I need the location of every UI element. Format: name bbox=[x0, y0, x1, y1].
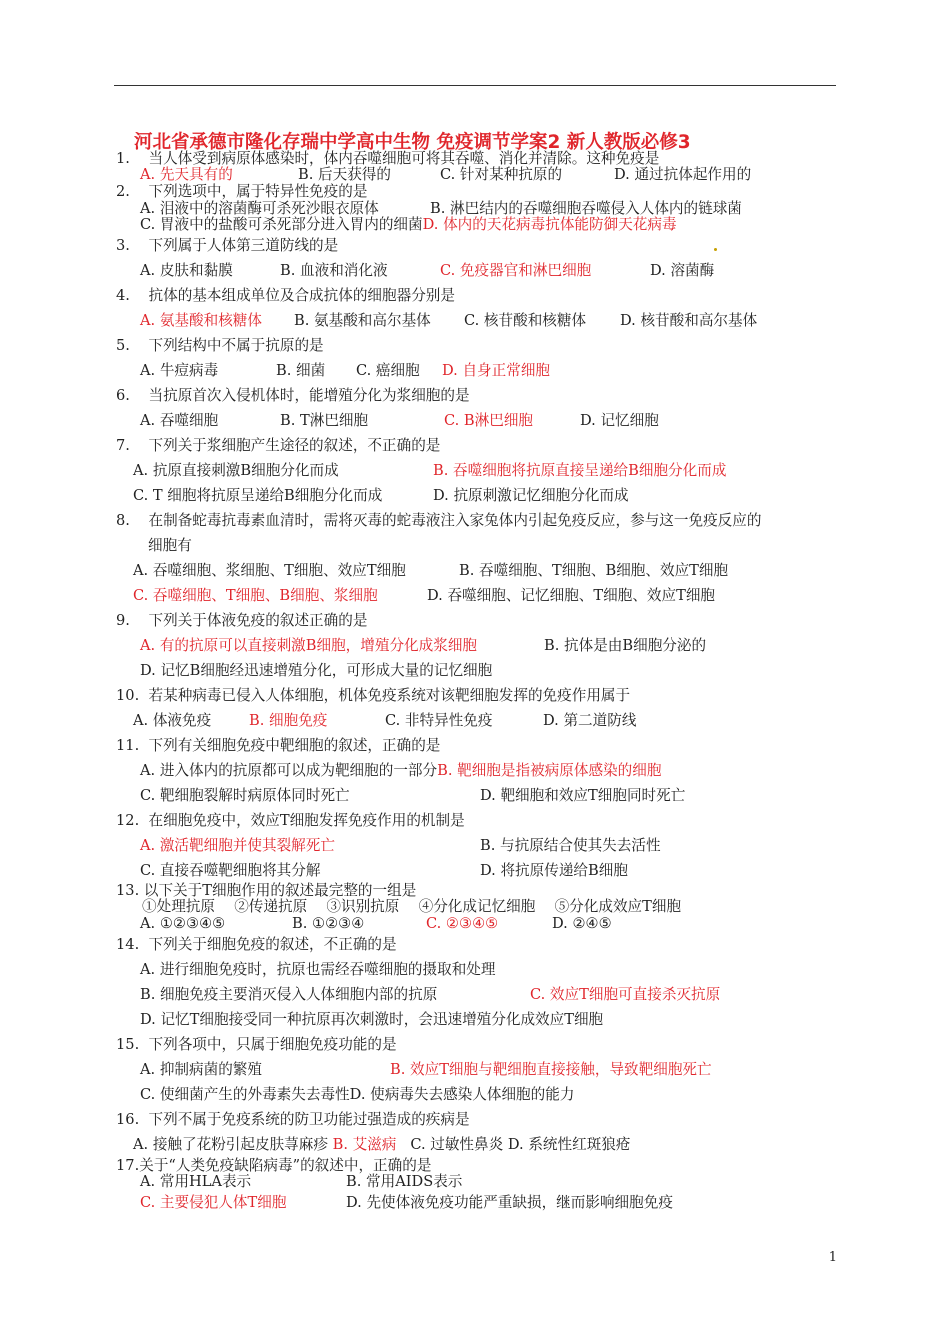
q8-options-ab: A. 吞噬细胞、浆细胞、T细胞、效应T细胞 B. 吞噬细胞、T细胞、B细胞、效应T细胞 bbox=[133, 562, 729, 579]
q2-options-ab: A. 泪液中的溶菌酶可杀死沙眼衣原体 B. 淋巴结内的吞噬细胞吞噬侵入人体内的链球菌 bbox=[140, 200, 742, 217]
q1-options: A. 先天具有的 B. 后天获得的 C. 针对某种抗原的 D. 通过抗体起作用的 bbox=[140, 166, 752, 183]
header-rule bbox=[114, 85, 836, 86]
q7-options-ab: A. 抗原直接刺激B细胞分化而成 B. 吞噬细胞将抗原直接呈递给B细胞分化而成 bbox=[133, 462, 727, 479]
question-16: 16. 下列不属于免疫系统的防卫功能过强造成的疾病是 bbox=[116, 1111, 470, 1128]
question-13: 13. 以下关于T细胞作用的叙述最完整的一组是 bbox=[116, 882, 417, 899]
q9-options-ab: A. 有的抗原可以直接刺激B细胞，增殖分化成浆细胞 B. 抗体是由B细胞分泌的 bbox=[140, 637, 707, 654]
q9-option-d: D. 记忆B细胞经迅速增殖分化，可形成大量的记忆细胞 bbox=[140, 662, 493, 679]
q15-options-ab: A. 抑制病菌的繁殖 B. 效应T细胞与靶细胞直接接触，导致靶细胞死亡 bbox=[140, 1061, 712, 1078]
stray-mark bbox=[714, 248, 717, 251]
question-15: 15. 下列各项中，只属于细胞免疫功能的是 bbox=[116, 1036, 397, 1053]
question-3: 3. 下列属于人体第三道防线的是 bbox=[116, 237, 339, 254]
q12-options-cd: C. 直接吞噬靶细胞将其分解 D. 将抗原传递给B细胞 bbox=[140, 862, 628, 879]
page-number: 1 bbox=[828, 1250, 837, 1265]
question-11: 11. 下列有关细胞免疫中靶细胞的叙述，正确的是 bbox=[116, 737, 441, 754]
question-1: 1. 当人体受到病原体感染时，体内吞噬细胞可将其吞噬、消化并清除。这种免疫是 bbox=[116, 150, 660, 167]
q16-options: A. 接触了花粉引起皮肤荨麻疹 B. 艾滋病 C. 过敏性鼻炎 D. 系统性红斑狼疮 bbox=[133, 1136, 631, 1153]
q7-options-cd: C. T 细胞将抗原呈递给B细胞分化而成 D. 抗原刺激记忆细胞分化而成 bbox=[133, 487, 629, 504]
question-6: 6. 当抗原首次入侵机体时，能增殖分化为浆细胞的是 bbox=[116, 387, 470, 404]
q13-items: ①处理抗原 ②传递抗原 ③识别抗原 ④分化成记忆细胞 ⑤分化成效应T细胞 bbox=[142, 898, 682, 915]
question-14: 14. 下列关于细胞免疫的叙述，不正确的是 bbox=[116, 936, 397, 953]
document-title: 河北省承德市隆化存瑞中学高中生物 免疫调节学案2 新人教版必修3 bbox=[134, 132, 691, 153]
question-8-cont: 细胞有 bbox=[148, 537, 192, 554]
q17-options-cd: C. 主要侵犯人体T细胞 D. 先使体液免疫功能严重缺损，继而影响细胞免疫 bbox=[140, 1194, 673, 1211]
q6-options: A. 吞噬细胞 B. T淋巴细胞 C. B淋巴细胞 D. 记忆细胞 bbox=[140, 412, 659, 429]
q12-options-ab: A. 激活靶细胞并使其裂解死亡 B. 与抗原结合使其失去活性 bbox=[140, 837, 661, 854]
question-9: 9. 下列关于体液免疫的叙述正确的是 bbox=[116, 612, 368, 629]
q2-options-cd: C. 胃液中的盐酸可杀死部分进入胃内的细菌D. 体内的天花病毒抗体能防御天花病毒 bbox=[140, 216, 677, 233]
q8-options-cd: C. 吞噬细胞、T细胞、B细胞、浆细胞 D. 吞噬细胞、记忆细胞、T细胞、效应T细胞 bbox=[133, 587, 716, 604]
q10-options: A. 体液免疫 B. 细胞免疫 C. 非特异性免疫 D. 第二道防线 bbox=[133, 712, 637, 729]
question-10: 10. 若某种病毒已侵入人体细胞，机体免疫系统对该靶细胞发挥的免疫作用属于 bbox=[116, 687, 631, 704]
q13-options: A. ①②③④⑤ B. ①②③④ C. ②③④⑤ D. ②④⑤ bbox=[140, 915, 612, 932]
question-4: 4. 抗体的基本组成单位及合成抗体的细胞器分别是 bbox=[116, 287, 455, 304]
q14-option-d: D. 记忆T细胞接受同一种抗原再次刺激时，会迅速增殖分化成效应T细胞 bbox=[140, 1011, 604, 1028]
q3-options: A. 皮肤和黏膜 B. 血液和消化液 C. 免疫器官和淋巴细胞 D. 溶菌酶 bbox=[140, 262, 715, 279]
question-12: 12. 在细胞免疫中，效应T细胞发挥免疫作用的机制是 bbox=[116, 812, 465, 829]
question-7: 7. 下列关于浆细胞产生途径的叙述，不正确的是 bbox=[116, 437, 441, 454]
q17-options-ab: A. 常用HLA表示 B. 常用AIDS表示 bbox=[140, 1173, 463, 1190]
q11-options-ab: A. 进入体内的抗原都可以成为靶细胞的一部分B. 靶细胞是指被病原体感染的细胞 bbox=[140, 762, 662, 779]
q15-options-cd: C. 使细菌产生的外毒素失去毒性D. 使病毒失去感染人体细胞的能力 bbox=[140, 1086, 575, 1103]
q11-options-cd: C. 靶细胞裂解时病原体同时死亡 D. 靶细胞和效应T细胞同时死亡 bbox=[140, 787, 686, 804]
question-8: 8. 在制备蛇毒抗毒素血清时，需将灭毒的蛇毒液注入家兔体内引起免疫反应，参与这一免疫反应的 bbox=[116, 512, 762, 529]
question-17: 17.关于“人类免疫缺陷病毒”的叙述中，正确的是 bbox=[116, 1157, 432, 1174]
question-5: 5. 下列结构中不属于抗原的是 bbox=[116, 337, 324, 354]
question-2: 2. 下列选项中，属于特异性免疫的是 bbox=[116, 183, 368, 200]
q14-option-a: A. 进行细胞免疫时，抗原也需经吞噬细胞的摄取和处理 bbox=[140, 961, 496, 978]
q14-options-bc: B. 细胞免疫主要消灭侵入人体细胞内部的抗原 C. 效应T细胞可直接杀灭抗原 bbox=[140, 986, 721, 1003]
q4-options: A. 氨基酸和核糖体 B. 氨基酸和高尔基体 C. 核苷酸和核糖体 D. 核苷酸和高尔基体 bbox=[140, 312, 758, 329]
q5-options: A. 牛痘病毒 B. 细菌 C. 癌细胞 D. 自身正常细胞 bbox=[140, 362, 551, 379]
